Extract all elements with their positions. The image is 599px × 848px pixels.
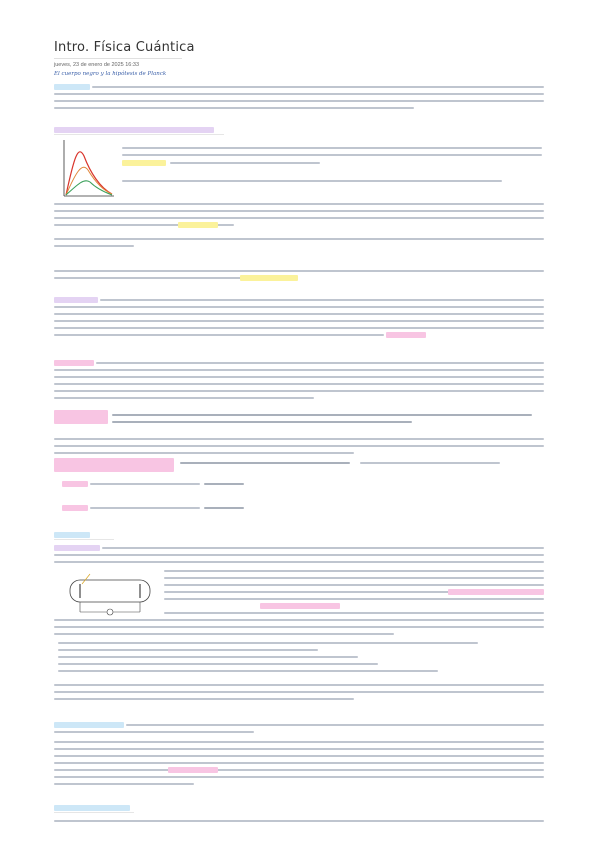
section-heading-highlight bbox=[54, 127, 214, 133]
text-line bbox=[54, 554, 544, 556]
section-heading-highlight bbox=[54, 722, 124, 728]
formula-line bbox=[204, 507, 244, 509]
blackbody-curve-figure bbox=[60, 138, 116, 200]
text-line bbox=[54, 210, 544, 212]
text-line bbox=[54, 731, 254, 733]
formula-highlight bbox=[54, 458, 174, 472]
page-title: Intro. Física Cuántica bbox=[54, 40, 195, 55]
term-highlight bbox=[62, 505, 88, 511]
text-line bbox=[54, 755, 544, 757]
formula-highlight bbox=[168, 767, 218, 773]
text-line bbox=[54, 762, 544, 764]
section-heading-highlight bbox=[54, 297, 98, 303]
formula-highlight bbox=[122, 160, 166, 166]
formula-highlight bbox=[260, 603, 340, 609]
text-line bbox=[90, 483, 200, 485]
text-line bbox=[54, 390, 544, 392]
formula-line bbox=[112, 414, 532, 416]
text-line bbox=[126, 724, 544, 726]
bullet-line bbox=[58, 670, 438, 672]
curve-low-t bbox=[66, 181, 112, 195]
term-highlight bbox=[54, 545, 100, 551]
text-line bbox=[54, 203, 544, 205]
text-line bbox=[54, 561, 544, 563]
text-line bbox=[54, 698, 354, 700]
photoelectric-apparatus-figure bbox=[60, 572, 160, 618]
text-line bbox=[54, 327, 544, 329]
formula-line bbox=[180, 462, 350, 464]
text-line bbox=[170, 162, 320, 164]
text-line bbox=[54, 383, 544, 385]
text-line bbox=[54, 438, 544, 440]
term-highlight bbox=[62, 481, 88, 487]
heading-underline bbox=[54, 134, 224, 135]
text-line bbox=[54, 100, 544, 102]
text-line bbox=[54, 684, 544, 686]
text-line bbox=[90, 507, 200, 509]
bullet-line bbox=[58, 663, 378, 665]
text-line bbox=[54, 445, 544, 447]
section-heading-highlight bbox=[54, 805, 130, 811]
formula-line bbox=[112, 421, 412, 423]
text-line bbox=[54, 626, 544, 628]
text-line bbox=[54, 397, 314, 399]
text-line bbox=[122, 147, 542, 149]
text-line bbox=[164, 584, 544, 586]
formula-highlight bbox=[448, 589, 544, 595]
text-line bbox=[54, 769, 544, 771]
bullet-line bbox=[58, 656, 358, 658]
text-line bbox=[54, 741, 544, 743]
text-line bbox=[360, 462, 500, 464]
text-line bbox=[164, 577, 544, 579]
title-underline bbox=[54, 58, 182, 59]
section-heading-highlight bbox=[54, 532, 90, 538]
light-ray bbox=[82, 574, 90, 584]
text-line bbox=[54, 619, 544, 621]
text-line bbox=[54, 783, 194, 785]
page-date: jueves, 23 de enero de 2025 16:33 bbox=[54, 62, 140, 68]
text-line bbox=[164, 570, 544, 572]
text-line bbox=[54, 691, 544, 693]
vacuum-tube bbox=[70, 580, 150, 602]
text-line bbox=[100, 299, 544, 301]
text-line bbox=[54, 270, 544, 272]
text-line bbox=[54, 107, 414, 109]
text-line bbox=[54, 93, 544, 95]
page-subtitle: El cuerpo negro y la hipótesis de Planck bbox=[54, 71, 167, 77]
text-line bbox=[54, 376, 544, 378]
section-heading-highlight bbox=[54, 360, 94, 366]
text-line bbox=[54, 306, 544, 308]
text-line bbox=[164, 612, 544, 614]
concept-highlight bbox=[386, 332, 426, 338]
formula-line bbox=[204, 483, 244, 485]
text-line bbox=[54, 238, 544, 240]
text-line bbox=[54, 776, 544, 778]
text-line bbox=[92, 86, 544, 88]
formula-highlight bbox=[54, 410, 108, 424]
text-line bbox=[122, 180, 502, 182]
text-line bbox=[54, 313, 544, 315]
heading-underline bbox=[54, 812, 134, 813]
formula-highlight bbox=[178, 222, 218, 228]
text-line bbox=[54, 245, 134, 247]
text-line bbox=[54, 633, 394, 635]
text-line bbox=[54, 452, 354, 454]
text-line bbox=[54, 320, 544, 322]
concept-highlight bbox=[240, 275, 298, 281]
text-line bbox=[96, 362, 544, 364]
highlight-term bbox=[54, 84, 90, 90]
text-line bbox=[164, 598, 544, 600]
bullet-line bbox=[58, 649, 318, 651]
text-line bbox=[122, 154, 542, 156]
ammeter bbox=[107, 609, 113, 615]
text-line bbox=[54, 820, 544, 822]
text-line bbox=[54, 748, 544, 750]
text-line bbox=[54, 217, 544, 219]
text-line bbox=[54, 369, 544, 371]
bullet-line bbox=[58, 642, 478, 644]
text-line bbox=[54, 334, 384, 336]
text-line bbox=[102, 547, 544, 549]
heading-underline bbox=[54, 539, 114, 540]
